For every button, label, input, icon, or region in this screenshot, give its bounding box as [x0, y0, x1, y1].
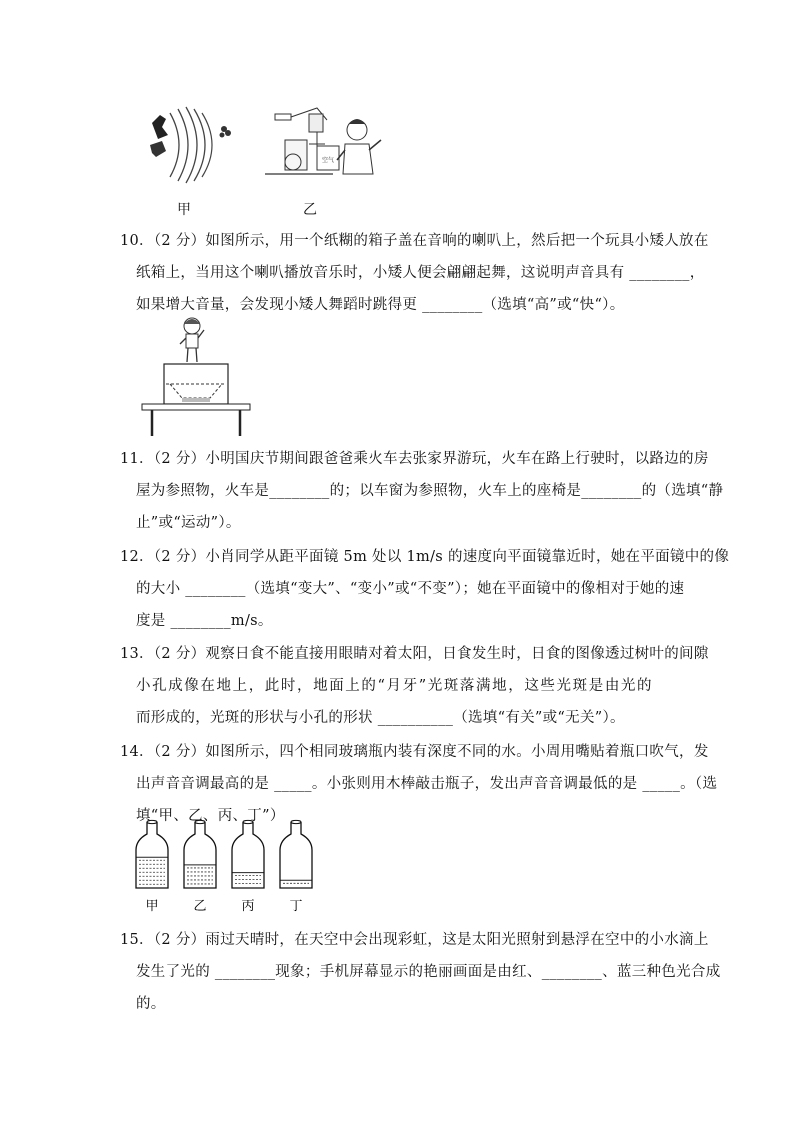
q11-line-1: 11．（2 分）小明国庆节期间跟爸爸乘火车去张家界游玩，火车在路上行驶时，以路边的房 — [120, 451, 709, 467]
q14-line-2: 出声音音调最高的是 _____。小张则用木棒敲击瓶子，发出声音音调最低的是 _____。（选 — [136, 776, 718, 792]
figure-label-yi: 乙 — [303, 202, 317, 218]
figure-box-on-speaker-with-doll — [140, 312, 252, 438]
q15-line-3: 的。 — [136, 996, 166, 1012]
bottle-1 — [136, 820, 168, 914]
bottle-water-2 — [185, 865, 215, 888]
bottle-label-1: 甲 — [145, 899, 159, 914]
bottle-label-4: 丁 — [289, 899, 303, 914]
bottle-4 — [280, 820, 312, 914]
q12-line-3: 度是 ________m/s。 — [136, 613, 273, 629]
bottle-label-2: 乙 — [193, 899, 207, 914]
q11-line-2: 屋为参照物，火车是________的；以车窗为参照物，火车上的座椅是________的（选填“静 — [136, 483, 724, 499]
q15-line-1: 15．（2 分）雨过天晴时，在天空中会出现彩虹，这是太阳光照射到悬浮在空中的小水滴上 — [120, 932, 709, 948]
figure-label-jia: 甲 — [177, 202, 191, 218]
bottle-2 — [184, 820, 216, 914]
figure-four-bottles — [130, 820, 320, 915]
q12-line-1: 12．（2 分）小肖同学从距平面镜 5m 处以 1m/s 的速度向平面镜靠近时，她在平面镜中的像 — [120, 549, 730, 565]
q10-line-3: 如果增大音量，会发现小矮人舞蹈时跳得更 ________（选填“高”或“快“）。 — [136, 297, 625, 313]
bottle-water-4 — [281, 880, 311, 888]
q14-line-1: 14．（2 分）如图所示，四个相同玻璃瓶内装有深度不同的水。小周用嘴贴着瓶口吹气，发 — [120, 744, 709, 760]
q12-line-2: 的大小 ________（选填“变大”、“变小”或“不变”）；她在平面镜中的像相对于她的速 — [136, 581, 685, 597]
q14-line-3: 填“甲、乙、丙、丁”） — [136, 808, 285, 824]
bottle-outline-4 — [280, 822, 312, 888]
q10-line-2: 纸箱上，当用这个喇叭播放音乐时，小矮人便会翩翩起舞，这说明声音具有 ________， — [136, 265, 705, 281]
q13-line-1: 13．（2 分）观察日食不能直接用眼睛对着太阳，日食发生时，日食的图像透过树叶的间隙 — [120, 646, 709, 662]
q15-line-2: 发生了光的 ________现象；手机屏幕显示的艳丽画面是由红、________、蓝三种色光合成 — [136, 964, 721, 980]
bottle-label-3: 丙 — [241, 899, 255, 914]
q13-line-2: 小孔成像在地上，此时，地面上的“月牙”光斑落满地，这些光斑是由光的 — [136, 678, 654, 694]
q13-line-3: 而形成的，光斑的形状与小孔的形状 __________（选填“有关”或“无关”）。 — [136, 710, 625, 726]
q10-line-1: 10．（2 分）如图所示，用一个纸糊的箱子盖在音响的喇叭上，然后把一个玩具小矮人放在 — [120, 233, 709, 249]
figure-yi-apparatus — [265, 100, 385, 184]
figure-jia-sound-waves — [140, 105, 240, 185]
bottle-3 — [232, 820, 264, 914]
q11-line-3: 止”或“运动”）。 — [136, 515, 241, 531]
bottle-water-3 — [233, 873, 263, 888]
bottle-water-1 — [137, 857, 167, 888]
svg-text:空气: 空气 — [321, 157, 335, 164]
